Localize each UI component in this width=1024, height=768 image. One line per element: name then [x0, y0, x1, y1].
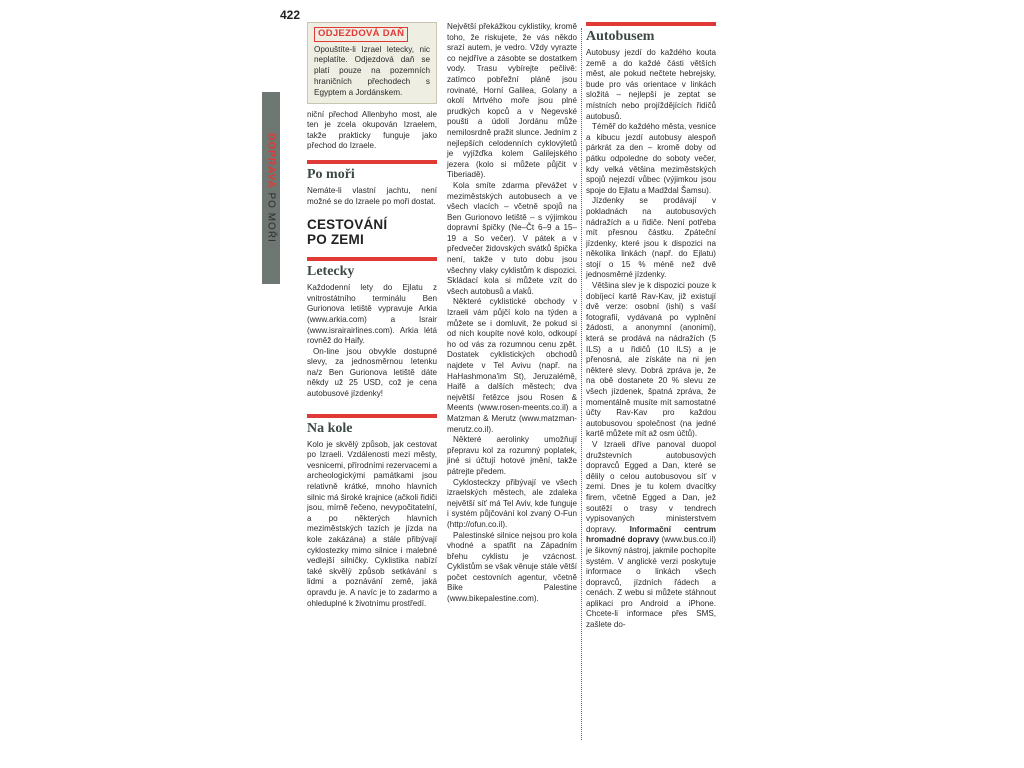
cycling-paragraph-4: Některé aerolinky umožňují přepravu kol za rozumný poplatek, jiné si účtují hotové jmění, takže pátrejte předem.	[447, 435, 577, 476]
page-number: 422	[280, 8, 301, 22]
section-rule	[307, 257, 437, 261]
na-kole-paragraph: Kolo je skvělý způsob, jak cestovat po Izraeli. Vzdálenosti mezi městy, vesnicemi, přírodními rezervacemi a archeologickými památkami jsou relativně krátké, mnoho hlavních silnic má široké krajnice (ačkoli řidiči jsou, mírně řečeno, nevypočitatelní, a po některých hlavních meziměstských tazích je jízda na kole zakázána) a stále přibývají cyklostezky mimo silnice i malebné vedlejší silničky. Cyklistika nabízí také skvělý způsob setkávání s lidmi a poznávání země, jaká opravdu je. A navíc je to zadarmo a ohleduplné k životnímu prostředí.	[307, 439, 437, 608]
side-label-bold: DOPRAVA	[265, 133, 277, 189]
letecky-paragraph-2: On-line jsou obvykle dostupné slevy, za jednosměrnou letenku na/z Ben Gurionova letiště dáte někdy už 25 USD, což je cena autobusové jízdenky!	[307, 346, 437, 399]
bus-paragraph-4: Většina slev je k dispozici pouze k dobíjecí kartě Rav-Kav, již existují dvě verze: osobní (ishi) s vaší fotografií, vydávaná po vyplnění žádosti, a anonymní (anonimi), která se prodává na nádražích (5 ILS) a u řidičů (10 ILS) a je přenosná, ale získáte na ni jen některé slevy. Dobrá zpráva je, že na obě dostanete 20 % slevu ze všech jízdenek, špatná zpráva, že momentálně musíte mít samostatné účty Rav-Kav pro každou autobusovou společnost (na jedné kartě můžete mít až osm účtů).	[586, 281, 716, 439]
bus-paragraph-3: Jízdenky se prodávají v pokladnách na autobusových nádražích a u řidiče. Není potřeba mít přesnou částku. Zpáteční jízdenky, které jsou k dispozici na několika linkách (např. do Ejlatu) stojí o 15 % méně než dvě jednosměrné jízdenky.	[586, 196, 716, 280]
cycling-paragraph-6: Palestinské silnice nejsou pro kola vhodné a spatřit na Západním břehu cyklistu je vzácnost. Cyklistům se však věnuje stále větší počet cestovních agentur, včetně Bike Palestine (www.bikepalestine.com).	[447, 530, 577, 604]
bus-paragraph-5	[586, 440, 716, 631]
heading-na-kole: Na kole	[307, 420, 353, 436]
continued-paragraph: niční přechod Allenbyho most, ale ten je zcela okupován Izraelem, takže prakticky funguje jako přechod do Izraele.	[307, 109, 437, 151]
big-heading-line-1: CESTOVÁNÍ	[307, 217, 388, 233]
column-divider	[581, 28, 582, 740]
column-1	[307, 22, 437, 609]
heading-po-mori: Po moři	[307, 166, 355, 182]
heading-letecky: Letecky	[307, 264, 355, 280]
bus-paragraph-2: Téměř do každého města, vesnice a kibucu jezdí autobusy alespoň párkrát za den – kromě doby od pátku odpoledne do soboty večer, kdy velká většina meziměstských spojů nejezdí vůbec (výjimkou jsou spoje do Ejlatu a Madždal Šamsu).	[586, 122, 716, 195]
cycling-paragraph-2: Kola smíte zdarma převážet v meziměstských autobusech a ve všech vlacích – včetně spojů na Ben Gurionovo letiště – s výjimkou dopravní špičky (Ne–Čt 6–9 a 15–19 a So večer). V pátek a v předvečer židovských svátků špička není, takže v tuto dobu jsou všechny vlaky cyklistům k dispozici. Skládací kola si můžete vzít do všech autobusů a vlaků.	[447, 180, 577, 296]
letecky-paragraph-1: Každodenní lety do Ejlatu z vnitrostátního terminálu Ben Gurionova letiště vypravuje Arkia (www.arkia.com) a Israir (www.israirairlines.com). Arkia létá rovněž do Haify.	[307, 283, 437, 346]
cycling-paragraph-5: Cyklosteckzy přibývají ve všech izraelských městech, ale zdaleka největší síť má Tel Aviv, kde funguje i systém půjčování kol zvaný O-Fun (http://ofun.co.il).	[447, 477, 577, 529]
section-rule	[307, 414, 437, 418]
column-2	[447, 22, 577, 605]
section-rule	[307, 160, 437, 164]
cycling-paragraph-3: Některé cyklistické obchody v Izraeli vám půjčí kolo na týden a můžete se i domluvit, že pokud si od nich koupíte nové kolo, odkoupí ho od vás za rozumnou cenu zpět. Dostatek cyklistických obchodů najdete v Tel Avivu (např. na HaHashmona'im St), Jeruzalémě, Haifě a dalších městech; dva největší řetězce jsou Rosen & Meents (www.rosen-meents.co.il) a Matzman & Merutz (www.matzman-merutz.co.il).	[447, 297, 577, 434]
side-section-label	[266, 133, 277, 243]
big-heading-line-2: PO ZEMI	[307, 232, 364, 248]
heading-autobusem: Autobusem	[586, 29, 655, 44]
big-heading	[307, 217, 437, 247]
bus-paragraph-5-start: V Izraeli dříve panoval duopol družstevních autobusových dopravců Egged a Dan, které se dělily o celou autobusovou síť v zemi. Dnes je tu kolem dvacítky firem, včetně Egged a Dan, jež soutěží o trasy v tendrech vypisovaných ministerstvem dopravy.	[586, 439, 716, 534]
cycling-paragraph-1: Největší překážkou cyklistiky, kromě toho, že riskujete, že vás někdo srazí autem, je vedro. Vždy vyrazte co nejdříve a zásobte se dostatkem vody. Trasu vybírejte pečlivě: zatímco pobřežní pláně jsou rovinaté, Horní Galilea, Golany a okolí Mrtvého moře jsou plné prudkých kopců a v Negevské poušti a údolí Jordánu může nemilosrdně pražit slunce. Jedním z nejlepších celodenních cyklovýletů je vyjížďka kolem Galilejského jezera (kolo si můžete půjčit v Tiberiadě).	[447, 22, 577, 180]
bus-paragraph-1: Autobusy jezdí do každého kouta země a do každé části větších měst, ale pokud nečtete hebrejsky, bude pro vás orientace v linkách složitá – nejlepší je zeptat se místních nebo projíždějících řidičů autobusů.	[586, 48, 716, 121]
section-rule	[586, 22, 716, 26]
side-label-rest: PO MOŘI	[265, 192, 277, 243]
box-text: Opouštíte-li Izrael letecky, nic neplatíte. Odjezdová daň se platí pouze na pozemních hraničních přechodech s Egyptem a Jordánskem.	[314, 44, 430, 97]
departure-tax-box	[307, 22, 437, 104]
column-3	[586, 22, 716, 631]
box-title: ODJEZDOVÁ DAŇ	[314, 27, 408, 42]
bus-info-centre-name: Informační centrum hromadné dopravy	[586, 524, 717, 545]
po-mori-text: Nemáte-li vlastní jachtu, není možné se do Izraele po moři dostat.	[307, 185, 437, 206]
bus-paragraph-5-end: (www.bus.co.il) je šikovný nástroj, jakmile pochopíte systém. V anglické verzi poskytuje informace o linkách všech dopravců, jízdních řádech a cenách. Z webu si můžete stáhnout aplikaci pro Android a iPhone. Chcete-li informace přes SMS, zašlete do-	[586, 535, 716, 630]
